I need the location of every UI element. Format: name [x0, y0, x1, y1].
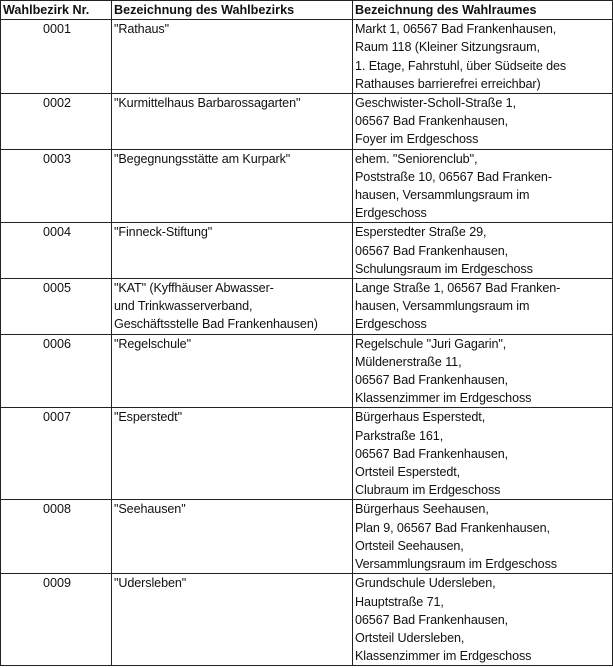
district-number-cell: 0008	[1, 500, 112, 574]
district-name-line: "Seehausen"	[114, 502, 186, 517]
polling-room-line: Schulungsraum im Erdgeschoss	[355, 261, 533, 276]
polling-room-line: Ortsteil Seehausen,	[355, 538, 464, 553]
polling-room-line: Ortsteil Esperstedt,	[355, 465, 461, 480]
polling-room-line: Versammlungsraum im Erdgeschoss	[355, 557, 557, 572]
district-name-line: und Trinkwasserverband,	[114, 299, 253, 314]
polling-room-line: Markt 1, 06567 Bad Frankenhausen,	[355, 22, 557, 37]
district-name-cell	[112, 20, 353, 94]
table-row	[1, 149, 613, 223]
district-name-cell	[112, 279, 353, 335]
district-name-line: "KAT" (Kyffhäuser Abwasser-	[114, 281, 274, 296]
polling-room-line: Geschwister-Scholl-Straße 1,	[355, 96, 516, 111]
district-name-line: Geschäftsstelle Bad Frankenhausen)	[114, 317, 318, 332]
district-number-cell: 0009	[1, 574, 112, 666]
polling-room-cell	[353, 223, 613, 279]
polling-room-cell	[353, 94, 613, 150]
district-name-cell	[112, 408, 353, 500]
polling-room-line: Clubraum im Erdgeschoss	[355, 483, 501, 498]
polling-room-line: 1. Etage, Fahrstuhl, über Südseite des	[355, 58, 567, 73]
polling-room-line: Rathauses barrierefrei erreichbar)	[355, 76, 541, 91]
district-number-cell: 0004	[1, 223, 112, 279]
polling-room-line: 06567 Bad Frankenhausen,	[355, 373, 509, 388]
table-body	[1, 20, 613, 666]
polling-room-line: Müldenerstraße 11,	[355, 354, 462, 369]
polling-room-line: Ortsteil Udersleben,	[355, 630, 465, 645]
table-row	[1, 574, 613, 666]
polling-room-line: Poststraße 10, 06567 Bad Franken-	[355, 169, 552, 184]
polling-room-line: Raum 118 (Kleiner Sitzungsraum,	[355, 40, 540, 55]
polling-room-line: Parkstraße 161,	[355, 428, 444, 443]
district-name-cell	[112, 500, 353, 574]
table-row	[1, 408, 613, 500]
table-row	[1, 334, 613, 408]
table-row	[1, 500, 613, 574]
header-district-name: Bezeichnung des Wahlbezirks	[112, 1, 353, 20]
polling-room-line: hausen, Versammlungsraum im	[355, 299, 530, 314]
polling-room-line: Foyer im Erdgeschoss	[355, 132, 479, 147]
district-name-cell	[112, 223, 353, 279]
district-name-cell	[112, 149, 353, 223]
polling-room-line: Lange Straße 1, 06567 Bad Franken-	[355, 281, 561, 296]
district-number-cell: 0002	[1, 94, 112, 150]
polling-room-cell	[353, 279, 613, 335]
header-row	[1, 1, 613, 20]
district-number-cell: 0007	[1, 408, 112, 500]
district-number-cell: 0001	[1, 20, 112, 94]
polling-room-line: Erdgeschoss	[355, 206, 427, 221]
polling-room-line: ehem. "Seniorenclub",	[355, 151, 478, 166]
polling-room-line: 06567 Bad Frankenhausen,	[355, 243, 509, 258]
polling-room-line: 06567 Bad Frankenhausen,	[355, 446, 509, 461]
polling-room-line: hausen, Versammlungsraum im	[355, 188, 530, 203]
polling-room-cell	[353, 408, 613, 500]
polling-room-cell	[353, 574, 613, 666]
polling-room-line: Klassenzimmer im Erdgeschoss	[355, 391, 532, 406]
district-name-line: "Rathaus"	[114, 22, 169, 37]
table-row	[1, 223, 613, 279]
district-number-cell: 0006	[1, 334, 112, 408]
district-name-line: "Finneck-Stiftung"	[114, 225, 213, 240]
district-name-cell	[112, 334, 353, 408]
district-name-cell	[112, 574, 353, 666]
polling-room-cell	[353, 20, 613, 94]
district-name-cell	[112, 94, 353, 150]
polling-room-line: Hauptstraße 71,	[355, 594, 444, 609]
polling-room-line: Grundschule Udersleben,	[355, 576, 496, 591]
polling-room-line: 06567 Bad Frankenhausen,	[355, 114, 509, 129]
polling-room-line: Esperstedter Straße 29,	[355, 225, 487, 240]
polling-room-line: Klassenzimmer im Erdgeschoss	[355, 649, 532, 664]
polling-room-line: Bürgerhaus Esperstedt,	[355, 410, 486, 425]
table-row	[1, 279, 613, 335]
table-row	[1, 20, 613, 94]
district-name-line: "Esperstedt"	[114, 410, 182, 425]
polling-room-cell	[353, 334, 613, 408]
district-name-line: "Begegnungsstätte am Kurpark"	[114, 151, 291, 166]
district-name-line: "Udersleben"	[114, 576, 187, 591]
district-name-line: "Kurmittelhaus Barbarossagarten"	[114, 96, 301, 111]
district-number-cell: 0005	[1, 279, 112, 335]
header-polling-room: Bezeichnung des Wahlraumes	[353, 1, 613, 20]
polling-room-line: Erdgeschoss	[355, 317, 427, 332]
polling-room-cell	[353, 500, 613, 574]
polling-room-line: Regelschule "Juri Gagarin",	[355, 336, 507, 351]
header-district-number: Wahlbezirk Nr.	[1, 1, 112, 20]
polling-room-cell	[353, 149, 613, 223]
polling-room-line: Bürgerhaus Seehausen,	[355, 502, 489, 517]
district-number-cell: 0003	[1, 149, 112, 223]
polling-room-line: Plan 9, 06567 Bad Frankenhausen,	[355, 520, 550, 535]
district-name-line: "Regelschule"	[114, 336, 191, 351]
polling-room-line: 06567 Bad Frankenhausen,	[355, 612, 509, 627]
table-row	[1, 94, 613, 150]
